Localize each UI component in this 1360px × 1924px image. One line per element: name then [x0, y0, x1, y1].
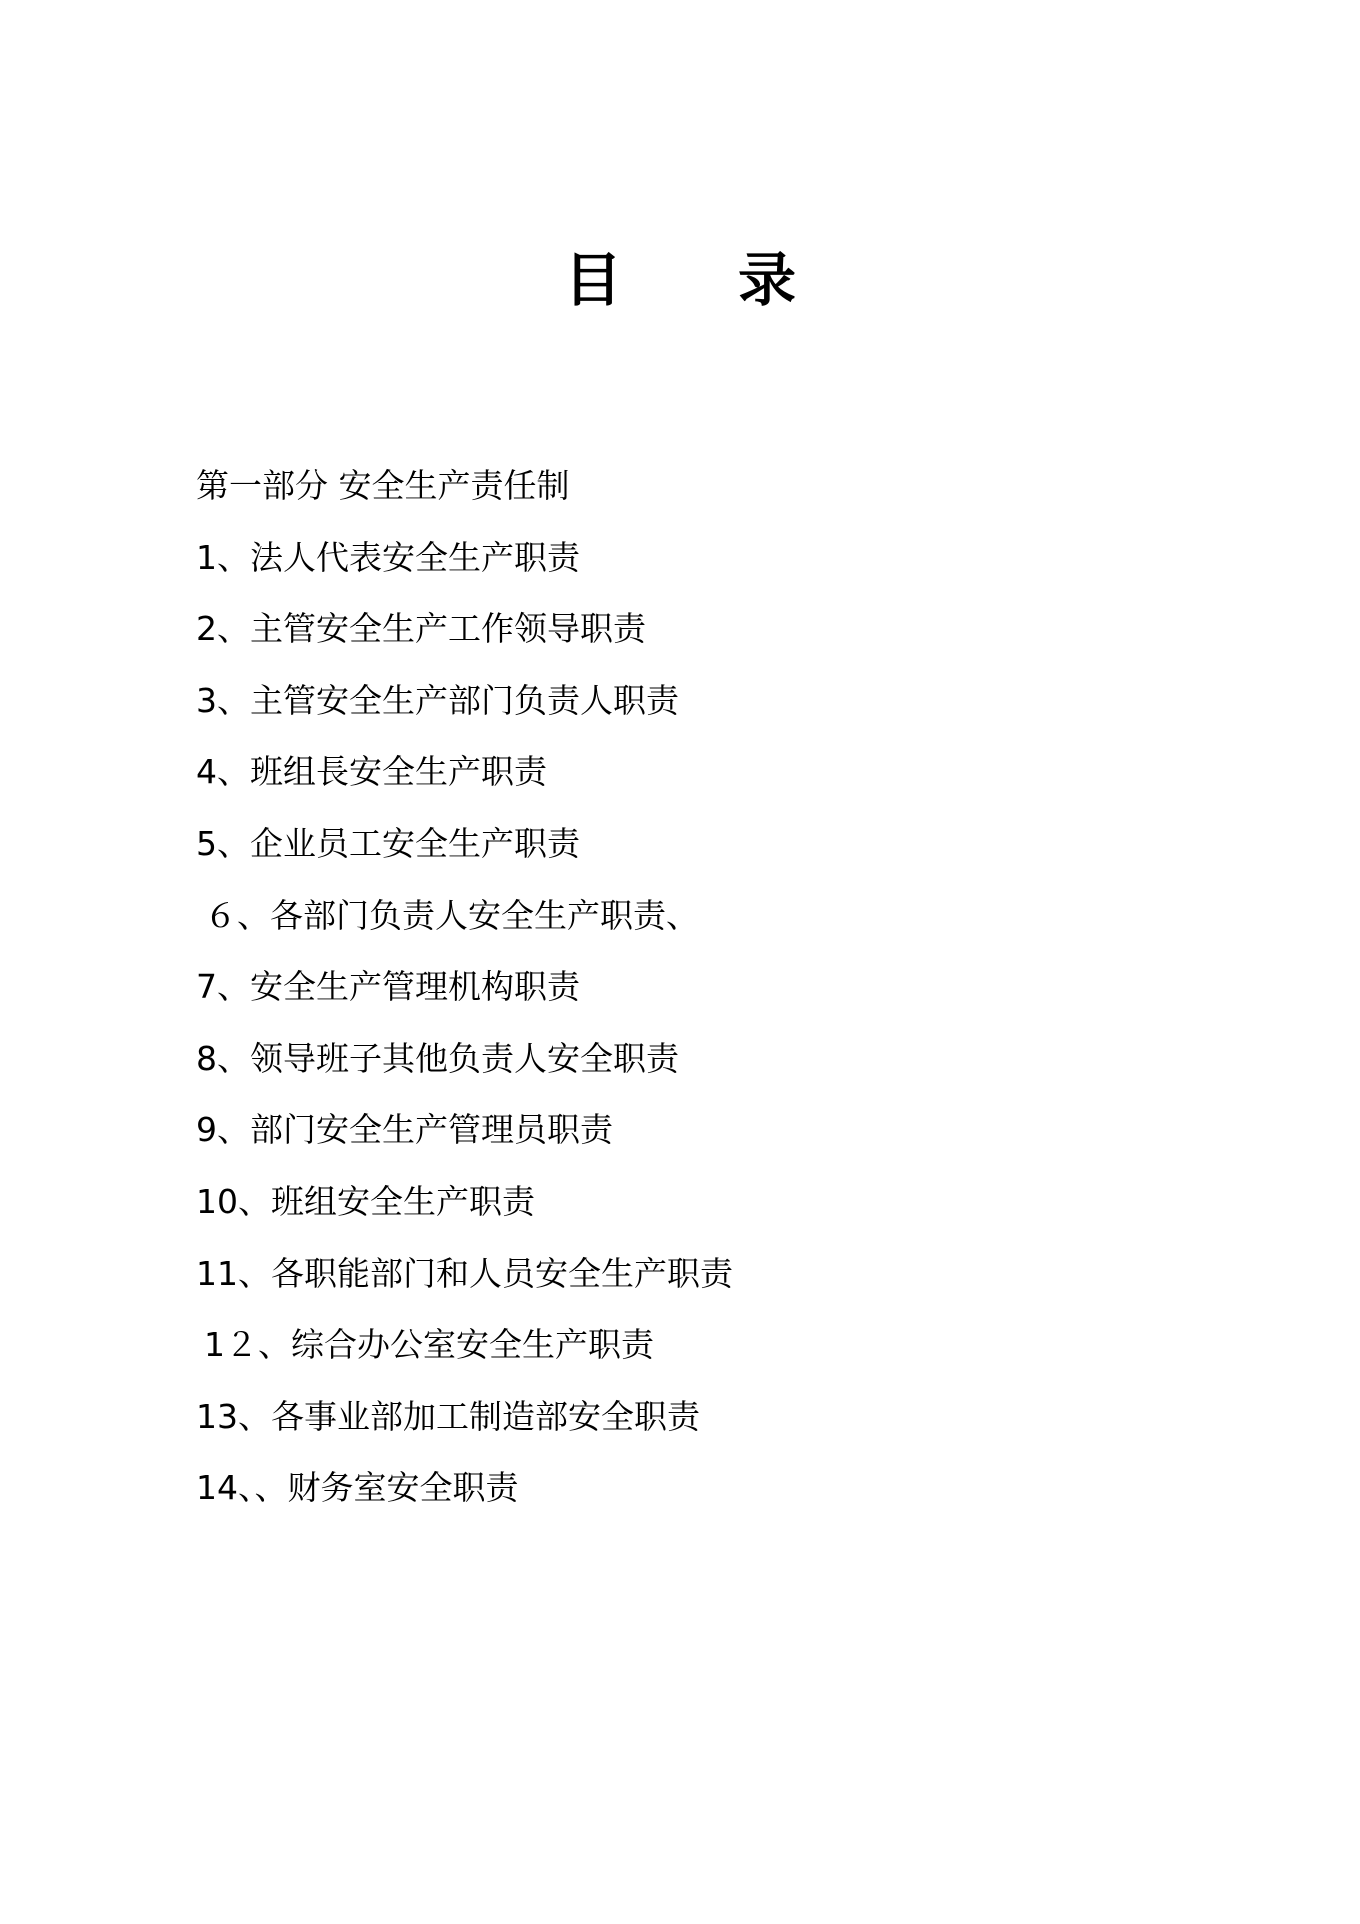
toc-entry-14: 14、、财务室安全职责 — [196, 1468, 519, 1508]
toc-entry-11: 11、各职能部门和人员安全生产职责 — [196, 1253, 733, 1293]
toc-entry-6: ６、各部门负责人安全生产职责、 — [204, 895, 699, 935]
toc-entry-5: 5、企业员工安全生产职责 — [196, 823, 580, 863]
toc-entry-7: 7、安全生产管理机构职责 — [196, 967, 580, 1007]
toc-entry-1: 1、法人代表安全生产职责 — [196, 537, 580, 577]
toc-entry-13: 13、各事业部加工制造部安全职责 — [196, 1396, 700, 1436]
toc-section-heading: 第一部分 安全生产责任制 — [196, 466, 570, 505]
page-title: 目 录 — [563, 246, 796, 314]
toc-entry-9: 9、部门安全生产管理员职责 — [196, 1110, 613, 1150]
toc-entry-8: 8、领导班子其他负责人安全职责 — [196, 1038, 679, 1078]
toc-entry-10: 10、班组安全生产职责 — [196, 1181, 535, 1221]
toc-entry-4: 4、班组長安全生产职责 — [196, 752, 547, 792]
toc-entry-3: 3、主管安全生产部门负责人职责 — [196, 680, 679, 720]
table-of-contents — [196, 450, 733, 1524]
toc-entry-2: 2、主管安全生产工作领导职责 — [196, 609, 646, 649]
toc-entry-12: 1２、综合办公室安全生产职责 — [204, 1325, 654, 1365]
